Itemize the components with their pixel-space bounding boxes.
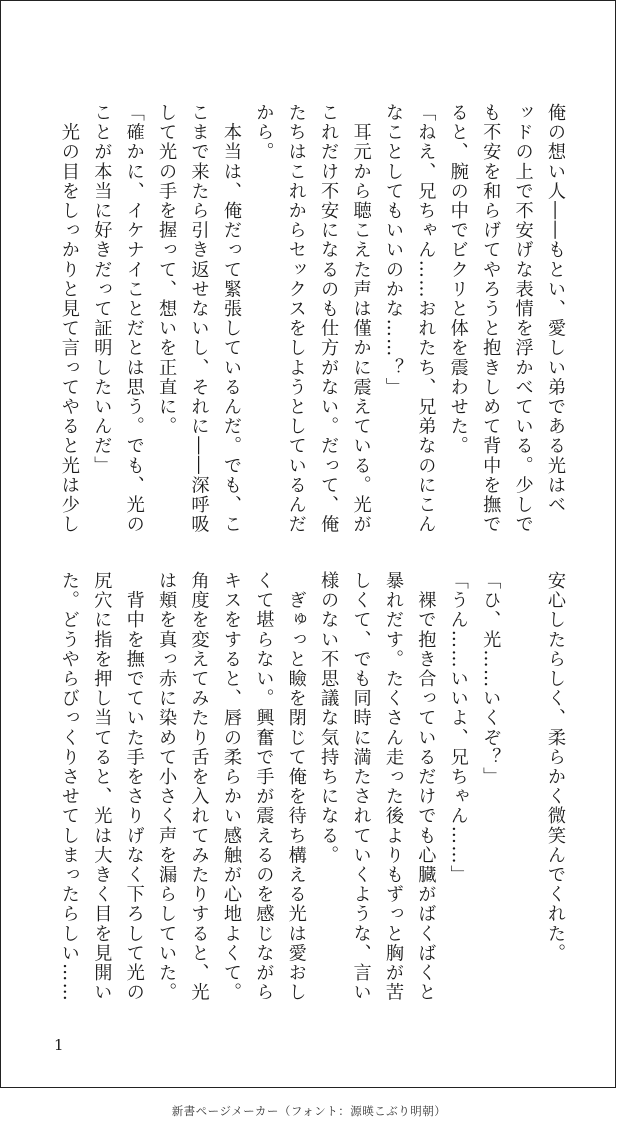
- text-line: して光の手を握って、想いを正直に。: [156, 103, 178, 437]
- text-line: 裸で抱き合っているだけでも心臓がばくばくと: [415, 571, 437, 1003]
- text-line: から。: [253, 103, 275, 162]
- text-line: は頬を真っ赤に染めて小さく声を漏らしていた。: [156, 571, 178, 1003]
- text-line: ことが本当に好きだって証明したいんだ」: [91, 103, 113, 476]
- text-line: くて堪らない。興奮で手が震えるのを感じながら: [253, 571, 275, 1003]
- text-line: ッドの上で不安げな表情を浮かべている。少しで: [512, 103, 534, 535]
- page-number: 1: [54, 1036, 64, 1054]
- text-line: 耳元から聴こえた声は僅かに震えている。光が: [350, 103, 372, 535]
- text-line: 「ねえ、兄ちゃん……おれたち、兄弟なのにこん: [415, 103, 437, 535]
- text-line: 角度を変えてみたり舌を入れてみたりすると、光: [188, 571, 210, 1003]
- text-line: ると、腕の中でビクリと体を震わせた。: [447, 103, 469, 456]
- text-line: 尻穴に指を押し当てると、光は大きく目を見開い: [91, 571, 113, 1003]
- text-line: た。どうやらびっくりさせてしまったらしい……: [58, 571, 80, 1003]
- text-line: たちはこれからセックスをしようとしているんだ: [285, 103, 307, 535]
- text-line: 「うん……いいよ、兄ちゃん……」: [447, 571, 469, 885]
- text-line: も不安を和らげてやろうと抱きしめて背中を撫で: [480, 103, 502, 535]
- text-line: 「ひ、光……いくぞ？」: [480, 571, 502, 787]
- text-line: 「確かに、イケナイことだとは思う。でも、光の: [123, 103, 145, 535]
- text-line: キスをすると、唇の柔らかい感触が心地よくて。: [220, 571, 242, 1003]
- text-line: 本当は、俺だって緊張しているんだ。でも、こ: [220, 103, 242, 535]
- text-line: ぎゅっと瞼を閉じて俺を待ち構える光は愛おし: [285, 571, 307, 1003]
- text-line: 様のない不思議な気持ちになる。: [318, 571, 340, 865]
- text-line: 背中を撫でていた手をさりげなく下ろして光の: [123, 571, 145, 1003]
- lower-text-block: [53, 571, 572, 1003]
- text-line: なことしてもいいのかな……？」: [382, 103, 404, 397]
- text-line: 俺の想い人――もとい、愛しい弟である光はベ: [545, 103, 566, 515]
- text-line: 光の目をしっかりと見て言ってやると光は少し: [58, 103, 80, 535]
- text-line: こまで来たら引き返せないし、それに――深呼吸: [188, 103, 210, 535]
- text-line: 暴れだす。たくさん走った後よりもずっと胸が苦: [382, 571, 404, 1003]
- text-line: 安心したらしく、柔らかく微笑んでくれた。: [545, 571, 566, 963]
- upper-text-block: [53, 103, 572, 535]
- text-line: [506, 571, 538, 1003]
- text-line: これだけ不安になるのも仕方がない。だって、俺: [318, 103, 340, 535]
- footer-caption: 新書ページメーカー（フォント：源暎こぶり明朝）: [171, 1104, 447, 1118]
- text-line: しくて、でも同時に満たされていくような、言い: [350, 571, 372, 1003]
